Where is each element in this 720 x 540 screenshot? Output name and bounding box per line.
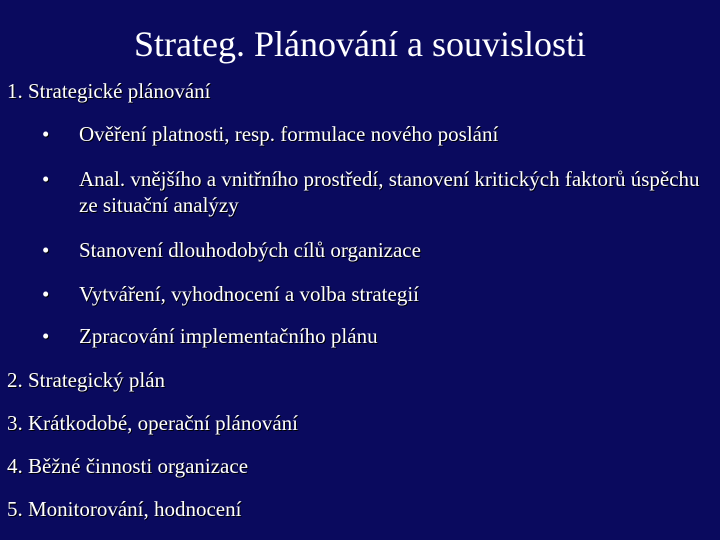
list-item-number: 1. bbox=[7, 79, 23, 103]
list-item-label: Strategické plánování bbox=[28, 79, 211, 103]
bullet-icon: • bbox=[42, 238, 50, 262]
list-item-1 bbox=[7, 78, 211, 104]
bullet-icon: • bbox=[42, 122, 50, 146]
list-item-number: 2. bbox=[7, 368, 23, 392]
list-item-5 bbox=[7, 496, 241, 522]
slide-title: Strateg. Plánování a souvislosti bbox=[134, 24, 586, 64]
list-item-number: 3. bbox=[7, 411, 23, 435]
list-item-label: Monitorování, hodnocení bbox=[28, 497, 242, 521]
bullet-text: Vytváření, vyhodnocení a volba strategií bbox=[79, 282, 419, 306]
bullet-text: Ověření platnosti, resp. formulace nového poslání bbox=[79, 122, 499, 146]
bullet-text: Stanovení dlouhodobých cílů organizace bbox=[79, 238, 421, 262]
list-item-4 bbox=[7, 453, 248, 479]
list-item-2 bbox=[7, 367, 165, 393]
list-item-number: 5. bbox=[7, 497, 23, 521]
list-item-label: Běžné činnosti organizace bbox=[28, 454, 249, 478]
list-item-label: Krátkodobé, operační plánování bbox=[28, 411, 298, 435]
bullet-icon: • bbox=[42, 167, 50, 191]
list-item-label: Strategický plán bbox=[28, 368, 166, 392]
bullet-icon: • bbox=[42, 282, 50, 306]
bullet-icon: • bbox=[42, 324, 50, 348]
list-item-3 bbox=[7, 410, 298, 436]
bullet-text: Zpracování implementačního plánu bbox=[79, 324, 378, 348]
bullet-text: Anal. vnějšího a vnitřního prostředí, stanovení kritických faktorů úspěchu ze situační analýzy bbox=[79, 167, 700, 217]
list-item-number: 4. bbox=[7, 454, 23, 478]
